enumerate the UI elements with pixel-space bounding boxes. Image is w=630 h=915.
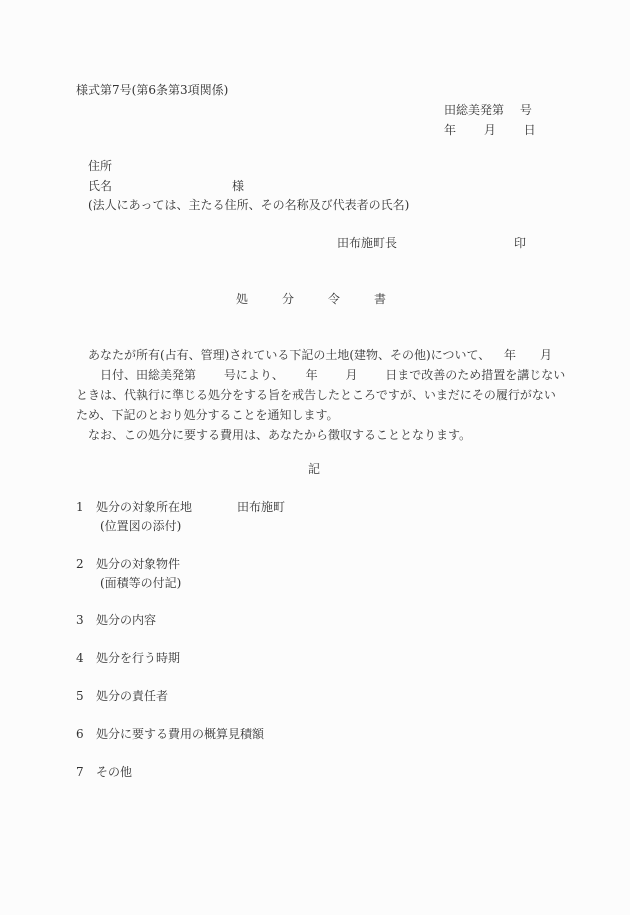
item-number: 1	[76, 500, 84, 514]
title-char: 処	[236, 292, 249, 306]
item-number: 5	[76, 689, 84, 703]
item-label: 処分を行う時期	[96, 651, 181, 665]
title-char: 分	[282, 292, 295, 306]
item-note: (位置図の添付)	[100, 519, 182, 533]
body-line: なお、この処分に要する費用は、あなたから徴収することとなります。	[88, 428, 472, 442]
item-number: 2	[76, 557, 84, 571]
item-value: 田布施町	[237, 500, 286, 514]
title-char: 書	[374, 292, 387, 306]
item-label: 処分の内容	[96, 613, 157, 627]
body-year-field: 年	[504, 348, 517, 362]
document-number: 田総美発第 号	[444, 103, 532, 117]
ki-heading: 記	[308, 462, 321, 476]
form-number: 様式第7号(第6条第3項関係)	[76, 83, 229, 97]
body-line: 日付、田総美発第 号により、 年 月 日まで改善のため措置を講じない	[100, 368, 566, 382]
item-note: (面積等の付記)	[100, 576, 182, 590]
issuer-title: 田布施町長	[337, 236, 398, 250]
item-number: 3	[76, 613, 84, 627]
honorific: 様	[232, 179, 245, 193]
body-line: ため、下記のとおり処分することを通知します。	[76, 408, 339, 422]
item-number: 7	[76, 765, 84, 779]
corporate-note: (法人にあっては、主たる住所、その名称及び代表者の氏名)	[88, 198, 410, 212]
item-label: その他	[96, 765, 133, 779]
item-number: 4	[76, 651, 84, 665]
title-char: 令	[328, 292, 341, 306]
item-label: 処分に要する費用の概算見積額	[96, 727, 265, 741]
seal-mark: 印	[514, 236, 527, 250]
item-number: 6	[76, 727, 84, 741]
body-line: あなたが所有(占有、管理)されている下記の土地(建物、その他)について、	[88, 348, 491, 362]
name-label: 氏名	[88, 179, 113, 193]
body-line: ときは、代執行に準じる処分をする旨を戒告したところですが、いまだにその履行がない	[76, 388, 556, 402]
address-label: 住所	[88, 159, 113, 173]
document-title	[236, 293, 420, 305]
body-month-field: 月	[540, 348, 553, 362]
document-date: 年 月 日	[444, 123, 536, 137]
item-label: 処分の対象所在地	[96, 500, 193, 514]
item-label: 処分の責任者	[96, 689, 169, 703]
item-label: 処分の対象物件	[96, 557, 181, 571]
